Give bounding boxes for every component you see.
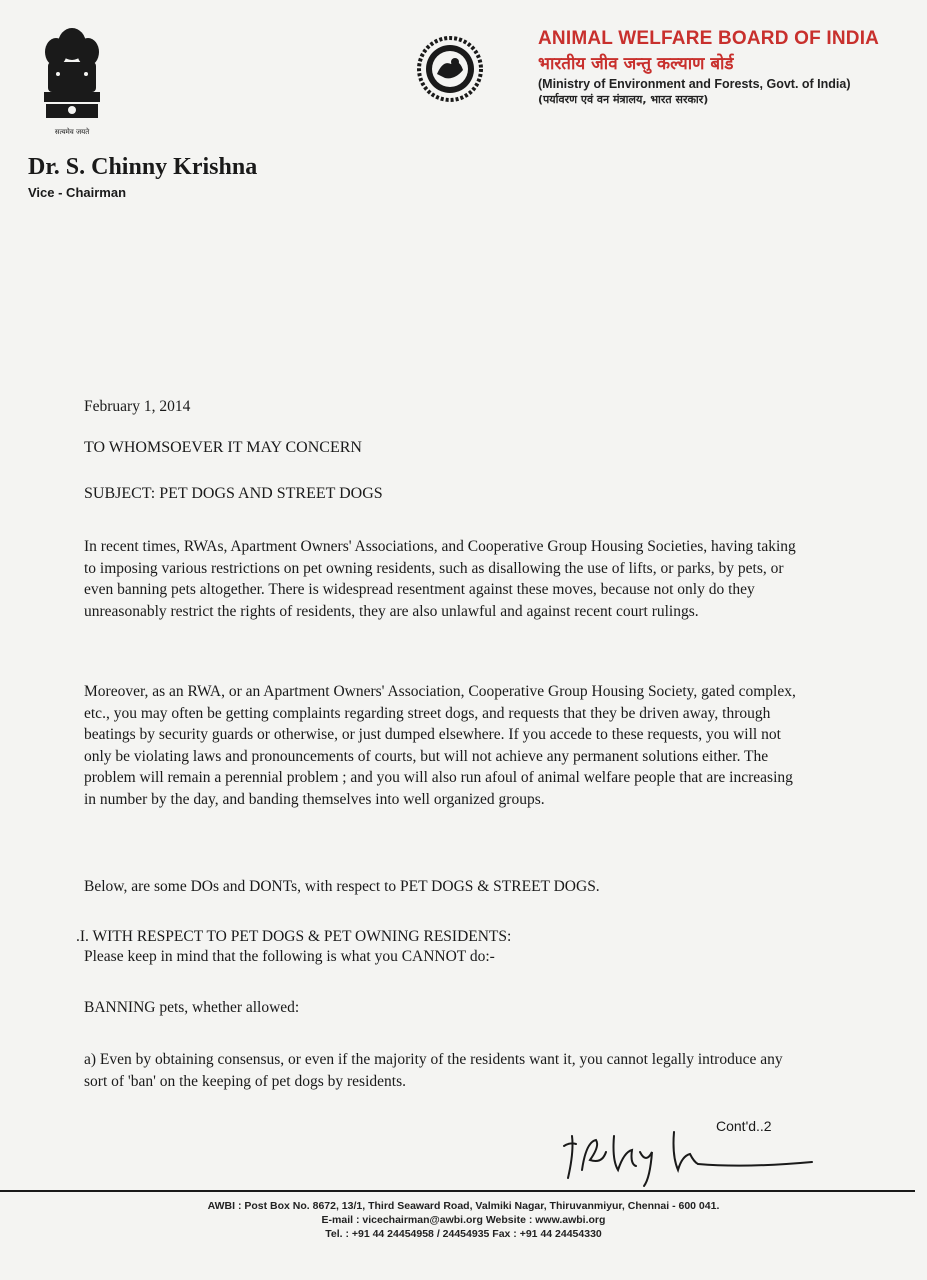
signature-icon — [556, 1112, 826, 1192]
paragraph-1: In recent times, RWAs, Apartment Owners' Associations, and Cooperative Group Housing Societies, having taking to imposing various restrictions on pet owning residents, such as disallowing the use of lifts, or parks, by pets, or even banning pets altogether. There is widespread resentment against these moves, because not only do they unreasonably restrict the rights of residents, they are also unlawful and against recent court rulings. — [84, 538, 796, 620]
national-emblem-icon — [38, 22, 106, 140]
salutation: TO WHOMSOEVER IT MAY CONCERN — [84, 439, 362, 456]
section-1-intro: Please keep in mind that the following is what you CANNOT do:- — [84, 948, 495, 965]
footer-address: AWBI : Post Box No. 8672, 13/1, Third Seaward Road, Valmiki Nagar, Thiruvanmiyur, Chennai - 600 041. — [207, 1200, 720, 1212]
org-header — [538, 28, 918, 107]
subject-line: SUBJECT: PET DOGS AND STREET DOGS — [84, 485, 383, 502]
section-1-heading: .I. WITH RESPECT TO PET DOGS & PET OWNING RESIDENTS: — [76, 928, 512, 945]
awbi-logo-icon — [415, 34, 485, 104]
ministry-line: (Ministry of Environment and Forests, Govt. of India) — [538, 77, 851, 91]
letter-date: February 1, 2014 — [84, 398, 191, 415]
footer-email-website: E-mail : vicechairman@awbi.org Website : www.awbi.org — [321, 1214, 606, 1226]
org-name-hindi: भारतीय जीव जन्तु कल्याण बोर्ड — [538, 54, 734, 74]
footer — [0, 1199, 927, 1241]
banning-heading: BANNING pets, whether allowed: — [84, 999, 300, 1016]
emblem-caption: सत्यमेव जयते — [54, 128, 90, 136]
paragraph-2: Moreover, as an RWA, or an Apartment Owners' Association, Cooperative Group Housing Society, gated complex, etc., you may often be getting complaints regarding street dogs, and requests that they be driven away, through beatings by security guards or otherwise, or just dumped elsewhere. If you accede to these requests, you will not only be violating laws and pronouncements of courts, but will not achieve any permanent solutions either. The problem will remain a perennial problem ; and you will also run afoul of animal welfare people that are increasing in number by the day, and banding themselves into well organized groups. — [84, 683, 796, 808]
ministry-line-hindi: (पर्यावरण एवं वन मंत्रालय, भारत सरकार) — [538, 93, 709, 106]
sender-name: Dr. S. Chinny Krishna — [28, 154, 258, 180]
footer-divider — [0, 1190, 915, 1192]
org-name: ANIMAL WELFARE BOARD OF INDIA — [538, 28, 880, 49]
sender-title: Vice - Chairman — [28, 185, 127, 200]
continued-marker: Cont'd..2 — [716, 1118, 772, 1134]
footer-phone-fax: Tel. : +91 44 24454958 / 24454935 Fax : +91 44 24454330 — [325, 1228, 602, 1240]
point-a: a) Even by obtaining consensus, or even if the majority of the residents want it, you cannot legally introduce any sort of 'ban' on the keeping of pet dogs by residents. — [84, 1051, 783, 1090]
paragraph-3: Below, are some DOs and DONTs, with respect to PET DOGS & STREET DOGS. — [84, 878, 600, 895]
